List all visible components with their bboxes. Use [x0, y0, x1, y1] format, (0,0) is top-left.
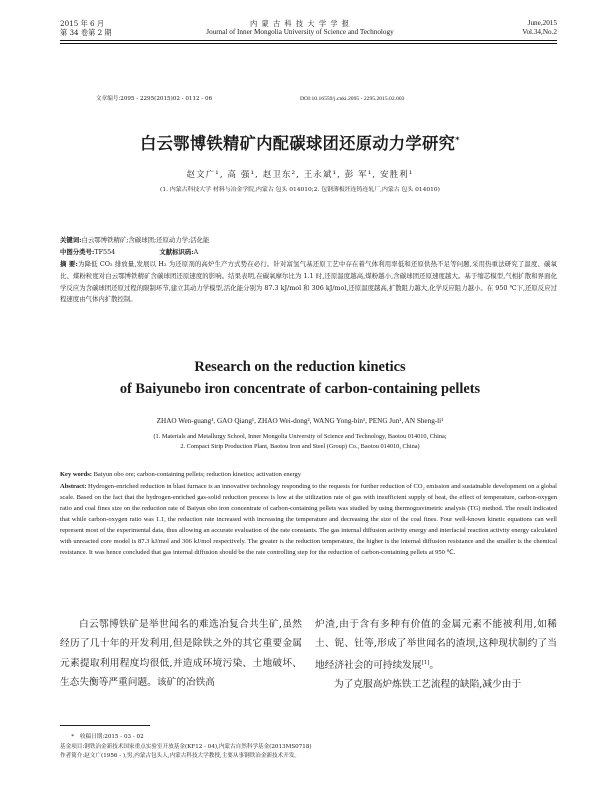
abstract-en: Hydrogen-enriched reduction in blast furnace is an innovative technology responding to the requests for further reduction of CO₂ emission and sustainable development on a global scale. Based on the fact that the hydrogen-enriched gas-solid reduction process is low at the utilization rate of gas with insufficient supply of heat, the effect of temperature, carbon-oxygen ratio and coal fines size on the reduction rate of Baiyun obo iron concentrate of carbon-containing pellets was studied by using thermogravimetric analysis (TG) method. The result indicated that while carbon-oxygen ratio was 1.1, the reduction rate increased with increasing the temperature and decreasing the size of the coal fines. Four well-known kinetic equations can well represent most of the experimental data, thus allowing an accurate evaluation of the rate constants. The gas internal diffusion activity energy and interfacial reaction activity energy calculated with unreacted core model is 87.3 kJ/mol and 306 kJ/mol respectively. The greater is the reduction temperature, the higher is the internal diffusion resistance and the smaller is the chemical resistance. It was hence concluded that gas internal diffusion should be the rate controlling step for the reduction of carbon-containing pellets at 950 ℃. [60, 483, 557, 556]
header-month-en: June,2015 [527, 19, 557, 27]
body-right-column [315, 615, 557, 695]
body-left-column: 白云鄂博铁矿是举世闻名的难选冶复合共生矿,虽然经历了几十年的开发利用,但是除铁之外的其它重要金属元素提取利用程度均很低,并造成环境污染、土地破坏、生态失衡等严重问题。该矿的冶铁高 [60, 619, 302, 689]
keywords-cn-label: 关键词: [60, 236, 82, 244]
header-right [522, 19, 557, 37]
abstract-cn: 为降低 CO₂ 排放量,发展以 H₂ 为还原剂的高炉生产方式势在必行。针对富氢气基还原工艺中存在着气体利用率低和还原供热不足等问题,采用热重法研究了温度、碳氧比、煤粉粒度对白云鄂博铁精矿含碳球团还原速度的影响。结果表明,在碳氧摩尔比为 1.1 时,还原温度越高,煤粉越小,含碳球团还原速度越大。基于缩芯模型,气相扩散和界面化学反应为含碳球团还原过程的限制环节,建立其动力学模型,活化能分别为 87.3 kJ/mol 和 306 kJ/mol,还原温度越高,扩散阻力越大,化学反应阻力越小。在 950 ℃下,还原反应过程速度由气体内扩散控制。 [60, 260, 557, 304]
footnote-author: 作者简介:赵文广(1956 - ),男,内蒙古包头人,内蒙古科技大学教授,主要从事钢铁冶金新技术开发。 [60, 753, 301, 760]
keywords-cn: 白云鄂博铁精矿;含碳球团;还原动力学;活化能 [81, 236, 210, 244]
footnote-funding: 基金项目:钢铁冶金新技术国家重点实验室开放基金(KF12 - 04),内蒙古自然科学基金(2013MS0718) [60, 743, 312, 750]
header-vol-en: Vol.34,No.2 [522, 28, 557, 36]
clc-value: TF554 [94, 248, 116, 256]
classification-line [60, 247, 557, 259]
title-en-line2: of Baiyunebo iron concentrate of carbon-containing pellets [119, 381, 481, 397]
authors-cn: 赵文广¹, 高 强¹, 赵卫东², 王永斌¹, 彭 军¹, 安胜利¹ [186, 169, 414, 179]
keywords-en-block [60, 469, 557, 480]
header-rule-thick [60, 40, 557, 41]
keywords-en-label: Key words: [60, 471, 92, 478]
authors-en: ZHAO Wen-guang¹, GAO Qiang¹, ZHAO Wei-dong², WANG Yong-bin¹, PENG Jun¹, AN Sheng-li¹ [156, 417, 444, 425]
title-en [0, 356, 600, 400]
header-center [0, 19, 600, 37]
title-en-line1: Research on the reduction kinetics [194, 359, 406, 375]
body-right-para2: 为了克服高炉炼铁工艺流程的缺陷,减少由于 [334, 679, 522, 691]
reference-mark: [1] [421, 659, 430, 666]
footnote-mark: * [71, 734, 74, 740]
header-volume: 第 34 卷第 2 期 [60, 28, 112, 37]
affiliation-en [0, 432, 600, 452]
abstract-cn-block [60, 259, 557, 306]
body-right-para1: 炉渣,由于含有多种有价值的金属元素不能被利用,如稀土、铌、钍等,形成了举世闻名的渣坝,这种现状制约了当地经济社会的可持续发展 [315, 619, 557, 672]
header-rule-thin [60, 43, 557, 44]
abstract-en-label: Abstract: [60, 483, 87, 490]
doc-code-value: A [193, 248, 199, 256]
affiliation-en-line1: (1. Materials and Metallurgy School, Inner Mongolia University of Science and Technology, Baotou 014010, China; [153, 433, 447, 440]
abstract-cn-label: 摘 要: [60, 260, 78, 268]
affiliation-en-line2: 2. Compact Strip Production Plant, Baotou Iron and Steel (Group) Co., Baotou 014010, China) [180, 442, 420, 450]
clc-label: 中图分类号: [60, 248, 95, 256]
title-cn [0, 130, 600, 154]
title-cn-text: 白云鄂博铁精矿内配碳球团还原动力学研究 [140, 134, 456, 153]
footnote-received [60, 733, 557, 743]
footnote-received-text: 收稿日期:2015 - 03 - 02 [80, 734, 144, 740]
keywords-en: Baiyun obo ore; carbon-containing pellets; reduction kinetics; activation energy [93, 471, 302, 478]
footnote-rule [60, 725, 150, 726]
abstract-en-block [60, 481, 557, 558]
doi: DOI:10.16559/j.cnki.2095 - 2295.2015.02.003 [300, 96, 405, 102]
footnotes [60, 733, 557, 762]
keywords-cn-block [60, 235, 557, 247]
journal-name-en: Journal of Inner Mongolia University of Science and Technology [206, 28, 394, 36]
affiliation-cn: (1. 内蒙古科技大学 材料与冶金学院,内蒙古 包头 014010;2. 包钢薄板坯连铸连轧厂,内蒙古 包头 014010) [160, 187, 440, 193]
title-footnote-mark: * [455, 135, 460, 145]
article-number: 文章编号:2095 - 2295(2015)02 - 0112 - 06 [96, 96, 213, 102]
body-right-para1-end: 。 [429, 660, 440, 672]
header-date: 2015 年 6 月 [60, 19, 105, 28]
doc-code-label: 文献标识码: [159, 248, 194, 256]
journal-name-cn: 内 蒙 古 科 技 大 学 学 报 [250, 19, 350, 28]
